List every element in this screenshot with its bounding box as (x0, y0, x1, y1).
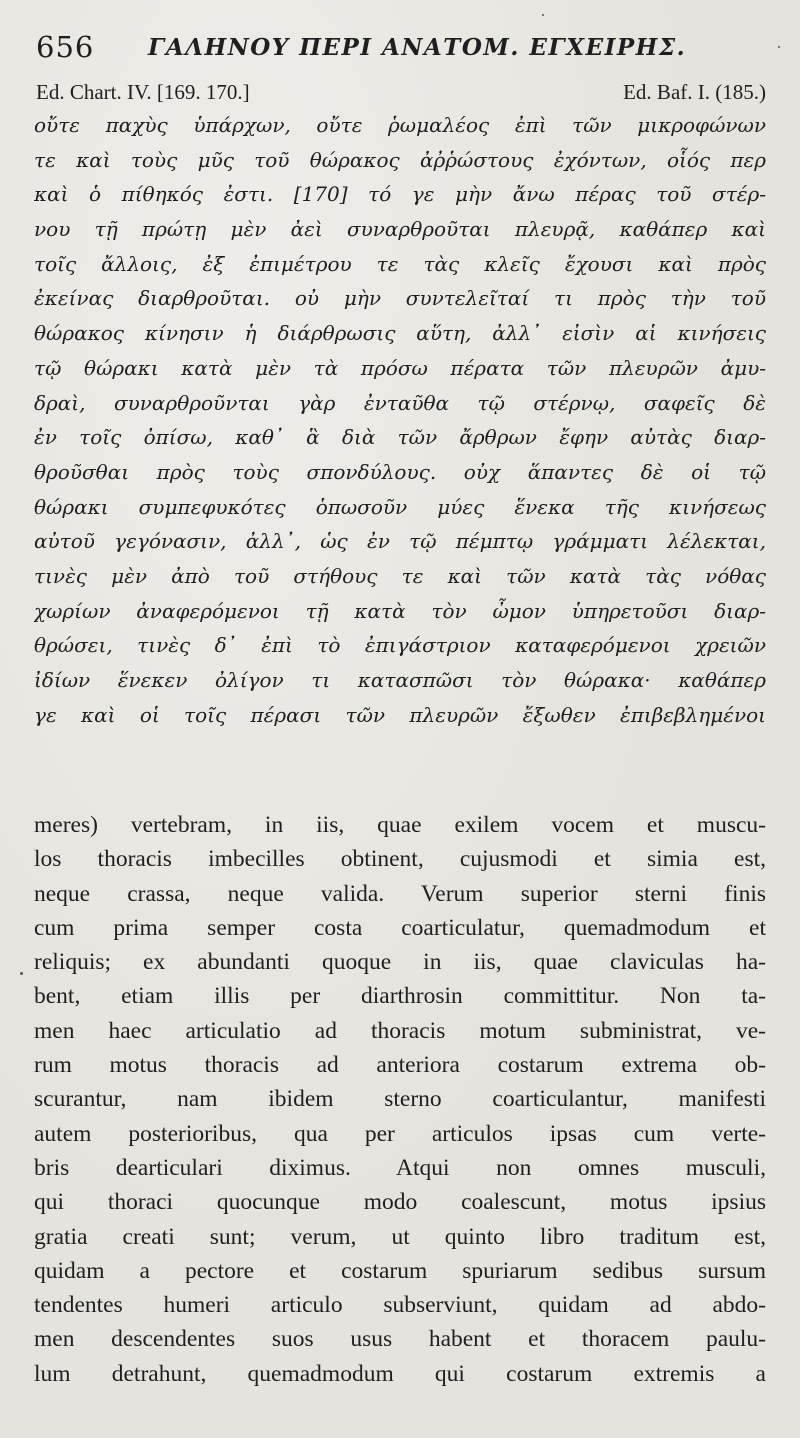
edition-references (34, 80, 766, 106)
latin-text-line: men haec articulatio ad thoracis motum subministrat, ve- (34, 1017, 766, 1044)
edition-reference-right: Ed. Baf. I. (185.) (623, 80, 766, 104)
greek-text-line: τῷ θώρακι κατὰ μὲν τὰ πρόσω πέρατα τῶν πλευρῶν ἀμυ- (34, 355, 766, 380)
paper-speck (20, 972, 23, 975)
greek-text-line: δραὶ, συναρθροῦνται γὰρ ἐνταῦθα τῷ στέρνῳ, σαφεῖς δὲ (34, 390, 766, 415)
greek-text-line: τε καὶ τοὺς μῦς τοῦ θώρακος ἀῤῥώστους ἐχόντων, οἷός περ (34, 147, 766, 172)
latin-text-line: bris dearticulari diximus. Atqui non omnes musculi, (34, 1154, 766, 1181)
latin-text-line: men descendentes suos usus habent et thoracem paulu- (34, 1326, 766, 1353)
latin-text-line: los thoracis imbecilles obtinent, cujusmodi et simia est, (34, 846, 766, 873)
running-title: ΓΑΛΗΝΟΥ ΠΕΡΙ ΑΝΑΤΟΜ. ΕΓΧΕΙΡΗΣ. (148, 34, 687, 61)
latin-text-line: quidam a pectore et costarum spuriarum sedibus sursum (34, 1257, 766, 1284)
greek-text-line: θρώσει, τινὲς δ᾽ ἐπὶ τὸ ἐπιγάστριον καταφερόμενοι χρειῶν (34, 633, 766, 658)
page-number: 656 (36, 30, 95, 64)
greek-text-line: ἐν τοῖς ὀπίσω, καθ᾽ ἃ διὰ τῶν ἄρθρων ἔφην αὐτὰς διαρ- (34, 425, 766, 450)
greek-text-line: γε καὶ οἱ τοῖς πέρασι τῶν πλευρῶν ἔξωθεν ἐπιβεβλημένοι (34, 702, 766, 727)
latin-text-line: bent, etiam illis per diarthrosin committitur. Non ta- (34, 983, 766, 1010)
greek-text-line: αὐτοῦ γεγόνασιν, ἀλλ᾽, ὡς ἐν τῷ πέμπτῳ γράμματι λέλεκται, (34, 529, 766, 554)
greek-text-line: θώρακος κίνησιν ἡ διάρθρωσις αὕτη, ἀλλ᾽ εἰσὶν αἱ κινήσεις (34, 321, 766, 346)
greek-text-line: ἰδίων ἕνεκεν ὀλίγον τι κατασπῶσι τὸν θώρακα· καθάπερ (34, 668, 766, 692)
latin-text-line: neque crassa, neque valida. Verum superior sterni finis (34, 880, 766, 907)
latin-text-block (34, 808, 766, 1391)
greek-text-line: οὔτε παχὺς ὑπάρχων, οὔτε ῥωμαλέος ἐπὶ τῶν μικροφώνων (34, 113, 766, 137)
greek-text-line: νου τῇ πρώτῃ μὲν ἀεὶ συναρθροῦται πλευρᾷ, καθάπερ καὶ (34, 217, 766, 242)
greek-text-line: ἐκείνας διαρθροῦται. οὐ μὴν συντελεῖταί τι πρὸς τὴν τοῦ (34, 286, 766, 311)
latin-text-line: meres) vertebram, in iis, quae exilem vocem et muscu- (34, 812, 766, 838)
latin-text-line: tendentes humeri articulo subserviunt, quidam ad abdo- (34, 1292, 766, 1319)
greek-text-line: χωρίων ἀναφερόμενοι τῇ κατὰ τὸν ὦμον ὑπηρετοῦσι διαρ- (34, 598, 766, 623)
latin-text-line: reliquis; ex abundanti quoque in iis, quae claviculas ha- (34, 949, 766, 976)
edition-reference-left: Ed. Chart. IV. [169. 170.] (36, 80, 250, 104)
latin-text-line: gratia creati sunt; verum, ut quinto libro traditum est, (34, 1223, 766, 1250)
latin-text-line: autem posterioribus, qua per articulos ipsas cum verte- (34, 1120, 766, 1147)
page-header (34, 28, 774, 68)
paper-speck (778, 46, 780, 48)
paper-speck (542, 14, 544, 16)
latin-text-line: rum motus thoracis ad anteriora costarum extrema ob- (34, 1052, 766, 1079)
latin-text-line: lum detrahunt, quemadmodum qui costarum extremis a (34, 1360, 766, 1387)
greek-text-line: θώρακι συμπεφυκότες ὁπωσοῦν μύες ἕνεκα τῆς κινήσεως (34, 494, 766, 519)
greek-text-line: τινὲς μὲν ἀπὸ τοῦ στήθους τε καὶ τῶν κατὰ τὰς νόθας (34, 563, 766, 588)
latin-text-line: scurantur, nam ibidem sterno coarticulantur, manifesti (34, 1086, 766, 1113)
greek-text-line: τοῖς ἄλλοις, ἐξ ἐπιμέτρου τε τὰς κλεῖς ἔχουσι καὶ πρὸς (34, 251, 766, 276)
latin-text-line: cum prima semper costa coarticulatur, quemadmodum et (34, 914, 766, 941)
greek-text-line: καὶ ὁ πίθηκός ἐστι. [170] τό γε μὴν ἄνω πέρας τοῦ στέρ- (34, 182, 766, 207)
greek-text-line: θροῦσθαι πρὸς τοὺς σπονδύλους. οὐχ ἅπαντες δὲ οἱ τῷ (34, 459, 766, 484)
latin-text-line: qui thoraci quocunque modo coalescunt, motus ipsius (34, 1189, 766, 1216)
greek-text-block (34, 108, 766, 732)
